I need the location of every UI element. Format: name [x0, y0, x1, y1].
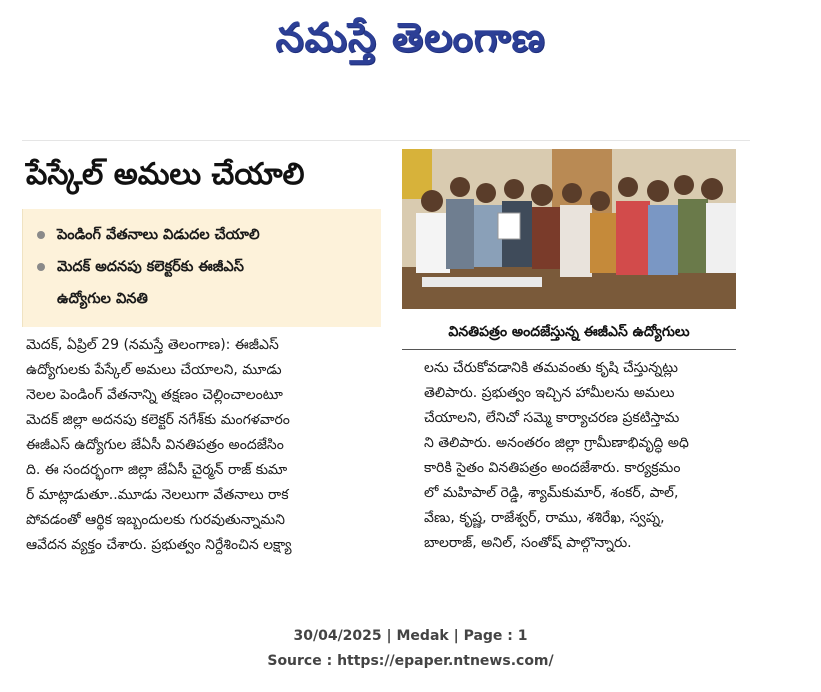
bullet-icon: [37, 231, 45, 239]
body-line: నెలల పెండింగ్ వేతనాన్ని తక్షణం చెల్లించాలంటూ: [26, 387, 283, 403]
highlights-box: [22, 209, 381, 327]
body-line: పోవడంతో ఆర్థిక ఇబ్బందులకు గురవుతున్నామని: [26, 512, 285, 528]
article-body-right: [424, 356, 750, 556]
body-line: వేణు, కృష్ణ, రాజేశ్వర్, రాము, శశిరేఖ, స్వప్న,: [424, 510, 665, 526]
body-line: చేయాలని, లేనిచో సమ్మె కార్యాచరణ ప్రకటిస్తామ: [424, 410, 680, 426]
article-body-left: [26, 333, 382, 558]
body-line: ఈజీఎస్ ఉద్యోగుల జేఏసీ వినతిపత్రం అందజేసిం: [26, 437, 284, 453]
body-line: లను చేరుకోవడానికి తమవంతు కృషి చేస్తున్నట్లు: [424, 360, 678, 376]
body-line: కారికి సైతం వినతిపత్రం అందజేశారు. కార్యక్రమం: [424, 460, 681, 476]
left-column: [22, 141, 384, 583]
body-line: బాలరాజ్, అనిల్, సంతోష్ పాల్గొన్నారు.: [424, 535, 632, 551]
body-line: మెదక్, ఏప్రిల్ 29 (నమస్తే తెలంగాణ): ఈజీఎస్: [26, 337, 279, 353]
body-line: మెదక్ జిల్లా అదనపు కలెక్టర్ నగేశ్‌కు మంగళవారం: [26, 412, 290, 428]
newspaper-masthead: నమస్తే తెలంగాణ: [275, 15, 546, 61]
news-clipping: [22, 140, 750, 583]
photo-caption: వినతిపత్రం అందజేస్తున్న ఈజీఎస్ ఉద్యోగులు: [402, 315, 736, 350]
body-line: ని తెలిపారు. అనంతరం జిల్లా గ్రామీణాభివృద్ధి అధి: [424, 435, 689, 451]
highlight-item-continued: ఉద్యోగుల వినతి: [57, 291, 148, 307]
footer-dateline: 30/04/2025 | Medak | Page : 1: [293, 628, 528, 644]
highlight-item: మెదక్ అదనపు కలెక్టర్‌కు ఈజీఎస్: [37, 259, 244, 279]
footer-source: Source : https://epaper.ntnews.com/: [267, 653, 554, 669]
group-photo-illustration: [402, 149, 736, 309]
body-line: ర్ మాట్లాడుతూ..మూడు నెలలుగా వేతనాలు రాక: [26, 487, 289, 503]
bullet-icon: [37, 263, 45, 271]
article-photo: [402, 149, 736, 309]
body-line: లో మహిపాల్ రెడ్డి, శ్యామ్‌కుమార్, శంకర్, పాల్,: [424, 485, 679, 501]
body-line: ఉద్యోగులకు పేస్కేల్ అమలు చేయాలని, మూడు: [26, 362, 282, 378]
body-line: ఆవేదన వ్యక్తం చేశారు. ప్రభుత్వం నిర్దేశించిన లక్ష్యా: [26, 537, 292, 553]
body-line: తెలిపారు. ప్రభుత్వం ఇచ్చిన హామీలను అమలు: [424, 385, 675, 401]
body-line: ది. ఈ సందర్భంగా జిల్లా జేఏసీ చైర్మన్ రాజ్ కుమా: [26, 462, 288, 478]
article-headline: పేస్కేల్ అమలు చేయాలి: [26, 157, 305, 192]
highlight-item: పెండింగ్ వేతనాలు విడుదల చేయాలి: [37, 227, 260, 247]
